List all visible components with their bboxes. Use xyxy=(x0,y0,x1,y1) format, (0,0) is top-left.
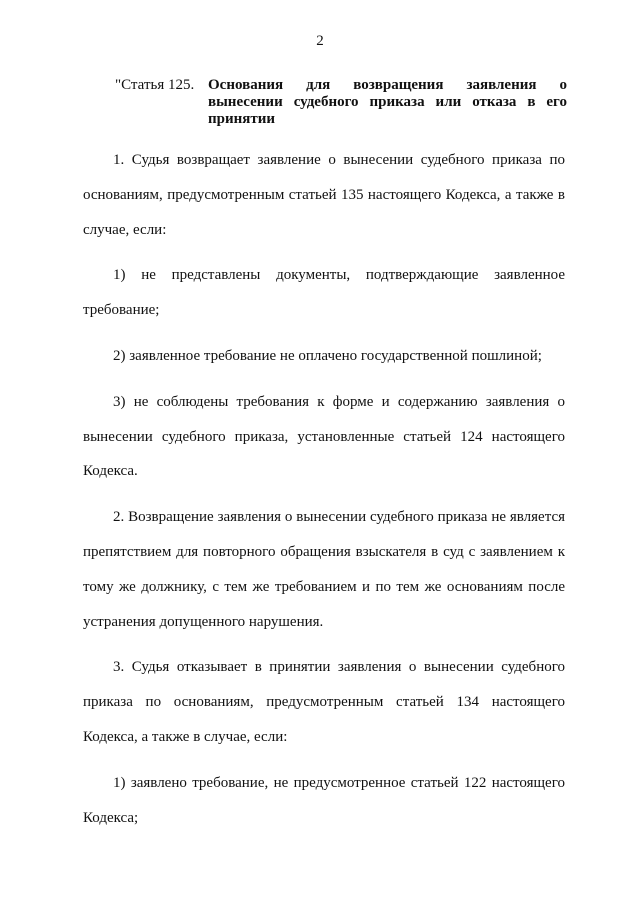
paragraph: 2) заявленное требование не оплачено государственной пошлиной; xyxy=(113,347,542,364)
paragraph: 3. Судья отказывает в принятии заявления о вынесении судебного приказа по основаниям, предусмотренным статьей 134 настоящего Кодекса, а также в случае, если: xyxy=(83,659,565,745)
document-body xyxy=(83,143,565,835)
article-title: Основания для возвращения заявления о вынесении судебного приказа или отказа в его принятии xyxy=(208,77,567,127)
paragraph: 3) не соблюдены требования к форме и содержанию заявления о вынесении судебного приказа, установленные статьей 124 настоящего Кодекса. xyxy=(83,393,565,480)
paragraph: 1. Судья возвращает заявление о вынесении судебного приказа по основаниям, предусмотренным статьей 135 настоящего Кодекса, а также в случае, если: xyxy=(83,152,565,238)
page-number: 2 xyxy=(316,33,324,49)
paragraph: 2. Возвращение заявления о вынесении судебного приказа не является препятствием для повторного обращения взыскателя в суд с заявлением к тому же должнику, с тем же требованием и по тем же основаниям после устранения допущенного нарушения. xyxy=(83,509,565,630)
article-number: "Статья 125. xyxy=(115,77,195,93)
paragraph: 1) не представлены документы, подтверждающие заявленное требование; xyxy=(83,267,565,319)
paragraph: 1) заявлено требование, не предусмотренное статьей 122 настоящего Кодекса; xyxy=(83,774,565,826)
